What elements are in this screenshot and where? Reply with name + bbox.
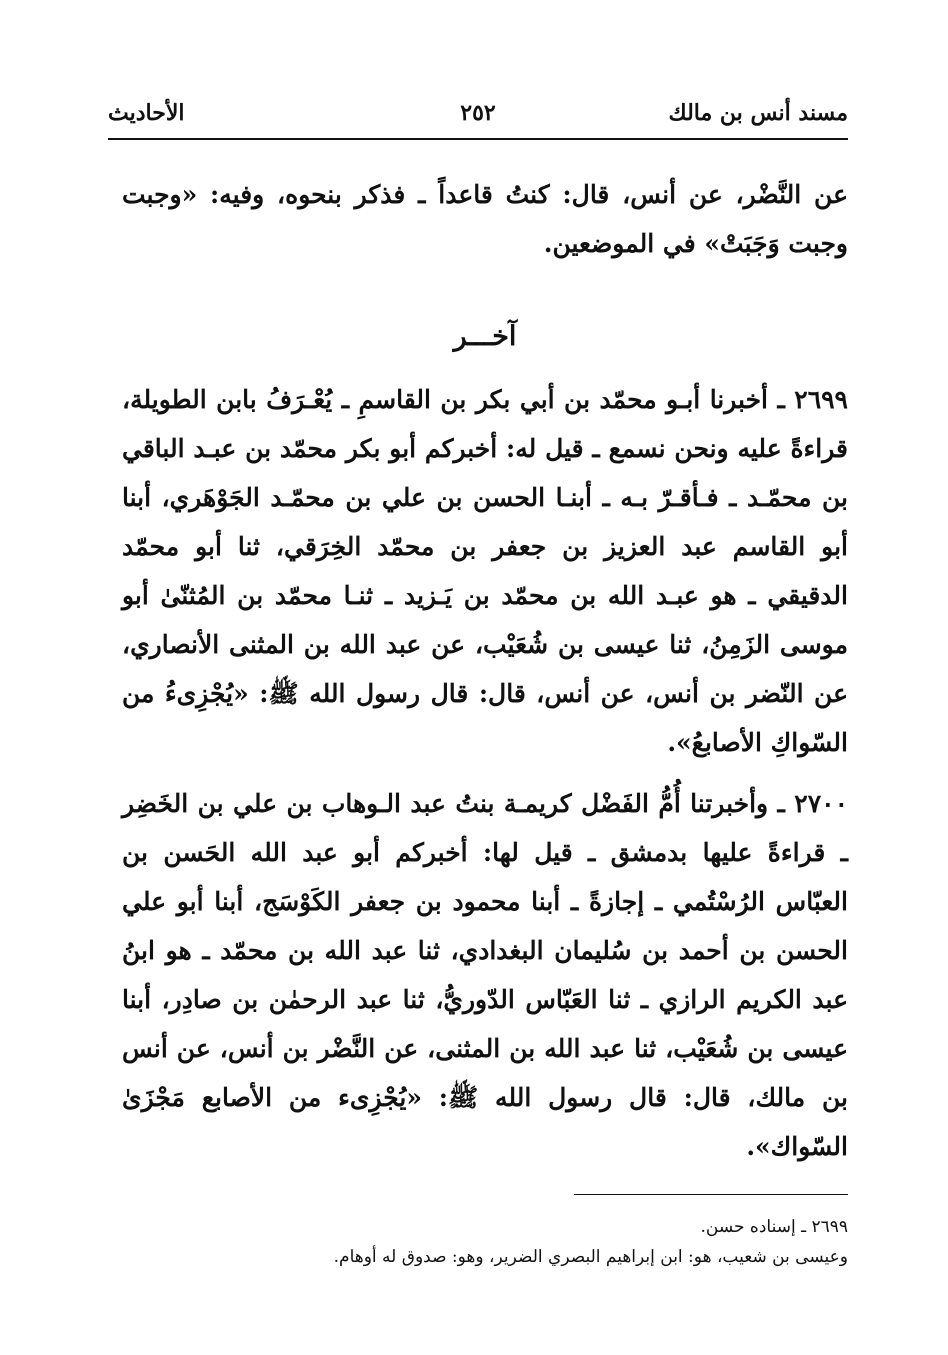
hadith-text: ـ وأخبرتنا أُمُّ الفَضْل كريمـة بنتُ عبد الـوهاب بن علي بن الخَضِر ـ قراءةً عليها بدمشق ـ قيل لها: أخبركم أبو عبد الله الحَسن بن العبّاس الرُسْتُمي ـ إجازةً ـ أبنا محمود بن جعفر الكَوْسَج، أبنا أبو علي الحسن بن أحمد بن سُليمان البغدادي، ثنا عبد الله بن محمّد ـ هو ابنُ عبد الكريم الرازي ـ ثنا العَبّاس الدّوريُّ، ثنا عبد الرحمٰن بن صادِر، أبنا عيسى بن شُعَيْب، ثنا عبد الله بن المثنى، عن النَّضْر بن أنس، عن أنس بن مالك، قال: قال رسول الله ﷺ: «يُجْزِىء من الأصابع مَجْزَىٰ السّواك». <box>122 789 848 1161</box>
page-number: ٢٥٢ <box>460 100 496 126</box>
hadith-number: ٢٦٩٩ <box>794 385 848 414</box>
continued-paragraph: عن النَّضْر، عن أنس، قال: كنتُ قاعداً ـ فذكر بنحوه، وفيه: «وجبت وجبت وَجَبَتْ» في الموضعين. <box>122 180 848 258</box>
running-header <box>108 92 848 132</box>
footnote-line: ٢٦٩٩ ـ إسناده حسن. <box>700 1217 848 1237</box>
hadith-number: ٢٧٠٠ <box>794 789 848 818</box>
section-heading: آخـــر <box>453 321 517 352</box>
section-title-header: الأحاديث <box>108 100 185 126</box>
main-text <box>122 170 848 1171</box>
footnote-divider <box>574 1194 848 1195</box>
hadith-text: ـ أخبرنا أبـو محمّد بن أبي بكر بن القاسمِ ـ يُعْـرَفُ بابن الطويلة، قراءةً عليه ونحن نسمع ـ قيل له: أخبركم أبو بكر محمّد بن عبـد الباقي بن محمّـد ـ فـأقـرّ بـه ـ أبنـا الحسن بن علي بن محمّـد الجَوْهَري، أبنا أبو القاسم عبد العزيز بن جعفر بن محمّد الخِرَقي، ثنا أبو محمّد الدقيقي ـ هو عبـد الله بن محمّد بن يَـزيد ـ ثنـا محمّد بن المُثنّىٰ أبو موسى الزَمِنُ، ثنا عيسى بن شُعَيْب، عن عبد الله بن المثنى الأنصاري، عن النّضر بن أنس، عن أنس، قال: قال رسول الله ﷺ: «يُجْزِىءُ من السّواكِ الأصابعُ». <box>122 385 849 757</box>
footnote-line: وعيسى بن شعيب، هو: ابن إبراهيم البصري الضرير، وهو: صدوق له أوهام. <box>333 1247 848 1267</box>
footnotes <box>122 1212 848 1272</box>
header-divider <box>108 138 848 140</box>
hadith-entry <box>122 375 848 767</box>
hadith-entry <box>122 779 848 1171</box>
book-title: مسند أنس بن مالك <box>668 100 848 126</box>
